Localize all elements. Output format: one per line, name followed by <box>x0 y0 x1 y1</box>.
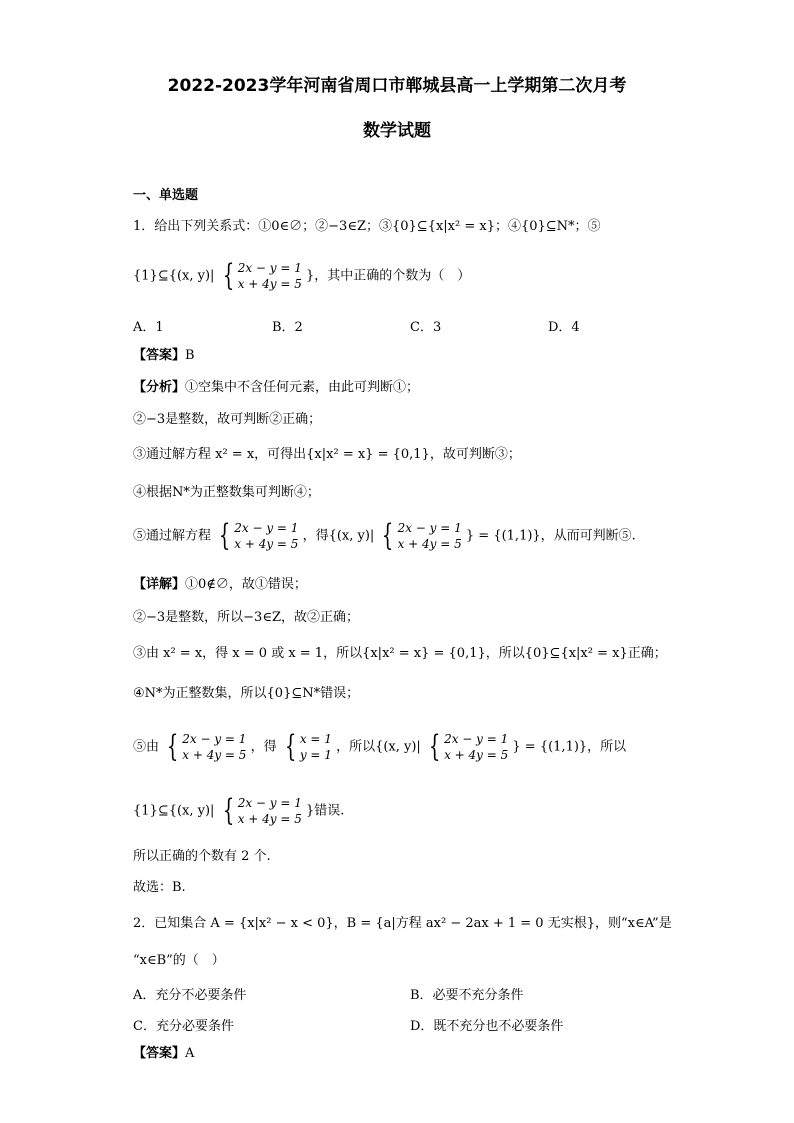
text: ，所以{(x, y)| <box>336 739 421 755</box>
text: ，得{(x, y)| <box>302 528 375 544</box>
q1-detail-6 <box>133 795 344 827</box>
equation-system <box>163 731 246 763</box>
equation: 2x − y = 1 <box>444 732 509 746</box>
answer-tag: 【答案】 <box>133 1046 186 1061</box>
q2-option-d: D．既不充分也不必要条件 <box>410 1019 564 1034</box>
q2-option-a: A．充分不必要条件 <box>133 988 247 1003</box>
text: } = {(1,1)}，所以 <box>512 739 627 755</box>
equation: x + 4y = 5 <box>182 748 247 762</box>
text: ⑤通过解方程 <box>133 528 212 544</box>
text: {1}⊆{(x, y)| <box>133 803 215 819</box>
brace-icon: { <box>166 729 179 764</box>
q1-detail-3: ③由 x² = x，得 x = 0 或 x = 1，所以{x|x² = x} = {0,1}，所以{0}⊆{x|x² = x}正确； <box>133 646 667 661</box>
detail-text: ①0∉∅，故①错误； <box>185 577 307 592</box>
q1-option-d: D．4 <box>548 320 580 335</box>
equation: 2x − y = 1 <box>397 521 462 535</box>
q1-stem-prefix: {1}⊆{(x, y)| <box>133 268 215 284</box>
q1-detail-5 <box>133 731 626 763</box>
section-heading: 一、单选题 <box>133 188 199 203</box>
q1-analysis-3: ③通过解方程 x² = x，可得出{x|x² = x} = {0,1}，故可判断③； <box>133 447 521 462</box>
page-subtitle: 数学试题 <box>363 121 431 141</box>
q1-analysis-2: ②−3是整数，故可判断②正确； <box>133 412 322 427</box>
q1-choose: 故选：B. <box>133 880 186 895</box>
q2-stem-line1: 2．已知集合 A = {x|x² − x < 0}，B = {a|方程 ax² − 2ax + 1 = 0 无实根}，则“x∈A”是 <box>133 916 672 931</box>
q1-detail-4: ④N*为正整数集，所以{0}⊆N*错误； <box>133 686 360 701</box>
equation: x + 4y = 5 <box>234 537 299 551</box>
equation: 2x − y = 1 <box>234 521 299 535</box>
q1-equation-system <box>219 260 302 292</box>
answer-tag: 【答案】 <box>133 348 186 363</box>
solution-system <box>281 731 332 763</box>
equation: 2x − y = 1 <box>182 732 247 746</box>
brace-icon: { <box>382 518 394 553</box>
equation: x + 4y = 5 <box>444 748 509 762</box>
equation: x + 4y = 5 <box>397 537 462 551</box>
brace-icon: { <box>222 793 234 828</box>
equation: 2x − y = 1 <box>237 796 302 810</box>
q1-answer <box>133 347 195 365</box>
q1-detail-1 <box>133 576 307 594</box>
q1-option-b: B．2 <box>272 320 303 335</box>
equation: x + 4y = 5 <box>237 812 302 826</box>
equation: 2x − y = 1 <box>237 261 302 275</box>
equation-system <box>425 731 508 763</box>
q1-analysis-1 <box>133 379 419 397</box>
equation: y = 1 <box>299 748 332 762</box>
detail-tag: 【详解】 <box>133 577 186 592</box>
brace-icon: { <box>284 729 297 764</box>
equation: x + 4y = 5 <box>237 277 302 291</box>
q2-option-c: C．充分必要条件 <box>133 1019 234 1034</box>
equation-system <box>215 520 298 552</box>
q1-count: 所以正确的个数有 2 个. <box>133 849 271 864</box>
q1-option-a: A．1 <box>133 320 164 335</box>
text: } = {(1,1)}，从而可判断⑤. <box>465 528 636 544</box>
q1-stem-line1: 1．给出下列关系式：①0∈∅；②−3∈Z；③{0}⊆{x|x² = x}；④{0}⊆N*；⑤ <box>133 219 601 234</box>
text: ，得 <box>250 739 277 755</box>
analysis-tag: 【分析】 <box>133 380 186 395</box>
q1-stem-line2 <box>133 260 470 292</box>
q1-detail-2: ②−3是整数，所以−3∈Z，故②正确； <box>133 610 359 625</box>
page-title: 2022-2023学年河南省周口市郸城县高一上学期第二次月考 <box>167 76 627 96</box>
brace-icon: { <box>218 518 231 553</box>
brace-icon: { <box>428 729 441 764</box>
answer-value: A <box>185 1046 195 1061</box>
q2-option-b: B．必要不充分条件 <box>410 988 524 1003</box>
q1-stem-suffix: }，其中正确的个数为（ ） <box>306 268 471 284</box>
text: ⑤由 <box>133 739 160 755</box>
text: }错误. <box>306 803 345 819</box>
brace-icon: { <box>222 258 234 293</box>
equation-system <box>219 795 302 827</box>
q2-answer <box>133 1045 194 1063</box>
q1-analysis-5 <box>133 520 636 552</box>
equation: x = 1 <box>299 732 332 746</box>
q1-option-c: C．3 <box>410 320 442 335</box>
q2-stem-line2: “x∈B”的（ ） <box>133 953 225 968</box>
answer-value: B <box>185 348 195 363</box>
analysis-text: ①空集中不含任何元素，由此可判断①； <box>185 380 420 395</box>
q1-analysis-4: ④根据N*为正整数集可判断④； <box>133 485 320 500</box>
equation-system <box>378 520 461 552</box>
